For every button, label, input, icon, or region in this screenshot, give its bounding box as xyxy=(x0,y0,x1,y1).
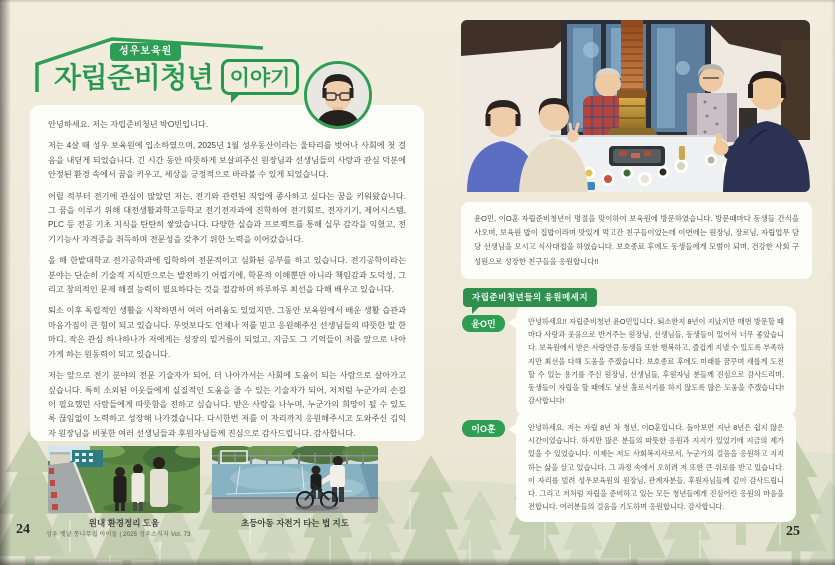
page-number-left: 24 xyxy=(16,522,30,537)
cleanup-photo xyxy=(48,446,200,513)
visit-note-card xyxy=(461,202,812,279)
sender-name: 윤O민 xyxy=(471,319,496,329)
org-badge-label: 성우보육원 xyxy=(119,46,173,57)
article-paragraph: 저는 4살 때 성우 보육원에 입소하였으며, 2025년 1월 성우동산이라는 울타리를 벗어나 사회에 첫 걸음을 내딛게 되었습니다. 긴 시간 동안 따뜻하게 보살펴주신 원장님과 선생님들의 사랑과 관심 덕분에 안정된 환경 속에서 꿈을 키우고, 세상을 긍정적으로 바라볼 수 있게 되었습니다. xyxy=(48,141,406,180)
footer-text: 성우 옛날 통나무집 아이들 | 2025 성우소식지 Vol. 73 xyxy=(46,532,191,538)
support-message-section-badge xyxy=(463,288,597,307)
support-message-text: 안녕하세요!! 자립준비청년 윤O민입니다. 퇴소한지 8년이 지났지만 매번 방문할 때 마다 사랑과 웃음으로 반겨주는 원장님, 선생님들, 동생들이 있어서 너무 좋았습니다. 보육원에서 받은 사랑만큼 동생들 또한 행복하고, 즐겁게 지낼 수 있도록 부족하지만 최선을 다해 도움을 주겠습니다. 보호종료 후에도 미래를 꿈꾸며 새롭게 도전할 수 있는 용기를 주신 원장님, 선생님들, 후원자님 분들께 진심으로 감사드리며, 동생들이 자립을 할 때에도 낯선 홀로서기를 하지 않도록 많은 도움을 주겠습니다! 감사합니다! xyxy=(528,317,784,406)
bicycle-lesson-photo xyxy=(212,446,378,513)
bubble-tail xyxy=(508,423,517,435)
scan-edge-shadow-right xyxy=(831,0,835,565)
avatar xyxy=(304,61,372,129)
scan-edge-shadow-top xyxy=(0,0,835,3)
page-number-right: 25 xyxy=(786,524,800,539)
section-badge-label: 자립준비청년들의 응원메세지 xyxy=(472,292,589,302)
visit-note-text: 윤O민, 이O훈 자립준비청년이 명절을 맞이하여 보육원에 방문하였습니다. 방문때마다 동생들 간식을 사오며, 보육원 밥이 집밥이라며 맛있게 먹고간 친구들이었는데 이번에는 원장님, 장로님, 자립업무 담당 선생님을 모시고 식사대접을 하였습니다. 보호종료 후에도 동생들에게 모범이 되며, 건강한 사회 구성원으로 성장한 친구들을 응원합니다!! xyxy=(474,214,799,266)
title-speech-bubble xyxy=(221,59,299,95)
support-message-bubble xyxy=(516,412,796,522)
title-bubble-label: 이야기 xyxy=(229,67,291,90)
article-paragraph: 어릴 적부터 전기에 관심이 많았던 저는, 전기와 관련된 직업에 종사하고 싶다는 꿈을 키워왔습니다. 그 꿈을 이루기 위해 대전생활과학고등학교 전기전자과에 진학하여 전기회로, 전자기기, 제어시스템, PLC 등 전공 기초 지식을 탄탄히 쌓았습니다. 다양한 실습과 프로젝트를 통해 실무 감각을 익혔고, 전기기능사 자격증을 취득하며 전문성을 갖추기 위한 노력을 이어갔습니다. xyxy=(48,191,406,244)
left-article-card xyxy=(30,105,424,441)
article-paragraph: 퇴소 이후 독립적인 생활을 시작하면서 여러 어려움도 있었지만, 그동안 보육원에서 배운 생활 습관과 마음가짐이 큰 힘이 되고 있습니다. 무엇보다도 언제나 저를 믿고 응원해주신 선생님들의 따뜻한 말 한 마디, 작은 관심 하나하나가 저에게는 성장의 밑거름이 되었고, 지금도 그 기억들이 저를 앞으로 나아가게 하는 원동력이 되고 있습니다. xyxy=(48,306,406,359)
article-paragraph: 저는 앞으로 전기 분야의 전문 기술자가 되어, 더 나아가서는 사회에 도움이 되는 사람으로 살아가고 싶습니다. 특히 소외된 이웃들에게 실질적인 도움을 줄 수 있는 기술자가 되어, 저처럼 누군가의 손길이 필요했던 사람들에게 따뜻함을 전하고 싶습니다. 받은 사랑을 나누며, 누군가의 희망이 될 수 있도록 끊임없이 노력하고 성장해 나가겠습니다. 다시한번 저를 이 자리까지 응원해주시고 도와주신 김익자 원장님을 비롯한 여러 선생님들과 후원자님들께 진심으로 감사드립니다. 감사합니다. xyxy=(48,371,406,438)
sender-name-pill xyxy=(462,315,505,332)
photo-caption: 원내 환경정리 도움 xyxy=(88,518,160,528)
badge-tail xyxy=(472,306,480,314)
speech-bubble-tail xyxy=(231,92,242,103)
scan-edge-shadow-bottom xyxy=(0,558,835,565)
photo-caption: 초등아동 자전거 타는 법 지도 xyxy=(241,518,349,528)
bubble-tail xyxy=(508,317,517,329)
restaurant-group-photo xyxy=(461,20,810,192)
page-title: 자립준비청년 xyxy=(54,62,214,93)
portrait-illustration xyxy=(307,64,369,126)
article-intro: 안녕하세요. 저는 자립준비청년 박O빈입니다. xyxy=(48,120,209,129)
scan-edge-shadow-left xyxy=(0,0,11,565)
article-paragraph: 올 해 한밭대학교 전기공학과에 입학하여 전문적이고 심화된 공부를 하고 있습니다. 전기공학이라는 분야는 단순히 기술적 지식만으로는 발전하기 어렵기에, 학문적 이해뿐만 아니라 책임감과 도덕성, 그리고 창의적인 문제 해결 능력이 필요하다는 것을 절감하며 하루하루 최선을 다해 배우고 있습니다. xyxy=(48,256,406,295)
support-message-text: 안녕하세요. 저는 자립 8년 차 청년, 이O훈입니다. 돌아보면 지난 8년은 쉽지 않은 시간이었습니다. 하지만 많은 분들의 따뜻한 응원과 지지가 있었기에 지금의 제가 있을 수 있었습니다. 이제는 저도 사회복지사로서, 누군가의 걸음을 응원하고 지지하는 삶을 살고 있습니다. 그 과정 속에서 오히려 저 또한 큰 위로를 받고 있습니다. 이 자리를 빌려 성우보육원의 원장님, 관계자분들, 후원자님들께 깊이 감사드립니다. 그리고 저처럼 자립을 준비하고 있는 모든 청년들에게 진심어린 응원의 마음을 전합니다. 여러분들의 걸음을 기도하며 응원합니다. 감사합니다. xyxy=(528,423,784,512)
sender-name: 이O훈 xyxy=(471,424,496,434)
support-message-bubble xyxy=(516,306,796,416)
sender-name-pill xyxy=(462,420,505,437)
